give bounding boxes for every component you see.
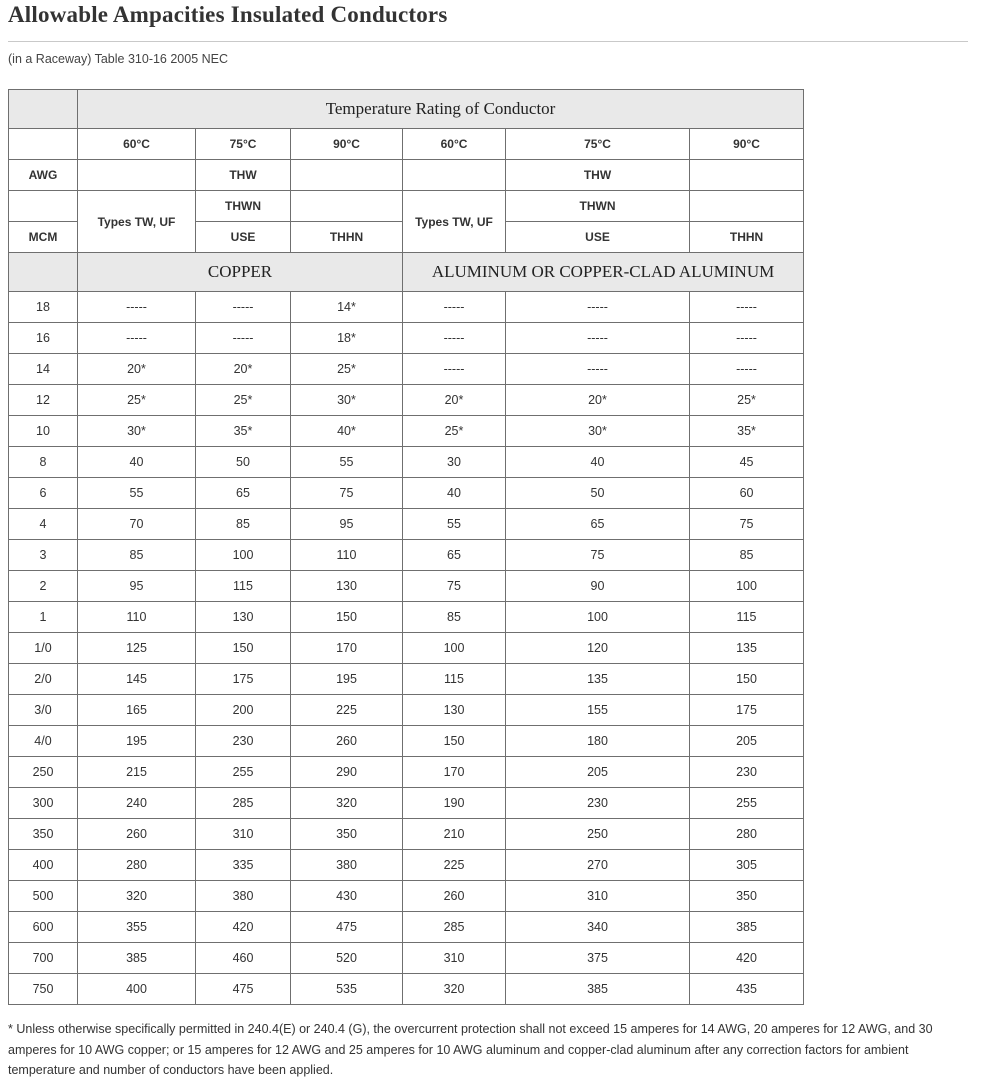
copper-60c-cell: 110 [78,602,196,633]
aluminum-90c-cell: 255 [690,788,804,819]
aluminum-60c-cell: 285 [403,912,506,943]
copper-90c-cell: 14* [291,292,403,323]
copper-90c-cell: 350 [291,819,403,850]
table-row [9,602,804,633]
aluminum-90c-cell: 420 [690,943,804,974]
temp-header-al-60: 60°C [403,129,506,160]
copper-60c-cell: 355 [78,912,196,943]
copper-90c-cell: 475 [291,912,403,943]
copper-60c-cell: 385 [78,943,196,974]
table-row [9,974,804,1005]
copper-90c-cell: 95 [291,509,403,540]
aluminum-60c-cell: ----- [403,323,506,354]
awg-label: AWG [9,160,78,191]
header-blank-cell [690,191,804,222]
aluminum-90c-cell: ----- [690,292,804,323]
copper-75c-cell: 255 [196,757,291,788]
awg-size-cell: 10 [9,416,78,447]
copper-90c-cell: 535 [291,974,403,1005]
aluminum-60c-cell: 320 [403,974,506,1005]
table-row [9,478,804,509]
type-use-aluminum: USE [506,222,690,253]
type-thw-aluminum: THW [506,160,690,191]
copper-60c-cell: 215 [78,757,196,788]
header-corner-cell [9,90,78,129]
awg-size-cell: 3 [9,540,78,571]
table-row [9,726,804,757]
header-blank-cell [403,160,506,191]
table-row [9,819,804,850]
copper-75c-cell: 475 [196,974,291,1005]
copper-90c-cell: 150 [291,602,403,633]
header-blank-cell [291,160,403,191]
aluminum-60c-cell: 150 [403,726,506,757]
aluminum-90c-cell: 205 [690,726,804,757]
aluminum-90c-cell: 115 [690,602,804,633]
awg-size-cell: 750 [9,974,78,1005]
awg-size-cell: 400 [9,850,78,881]
aluminum-90c-cell: 305 [690,850,804,881]
awg-size-cell: 16 [9,323,78,354]
awg-size-cell: 2 [9,571,78,602]
table-row [9,571,804,602]
aluminum-75c-cell: 270 [506,850,690,881]
table-row [9,509,804,540]
copper-75c-cell: 380 [196,881,291,912]
copper-75c-cell: 130 [196,602,291,633]
aluminum-60c-cell: 310 [403,943,506,974]
aluminum-60c-cell: 55 [403,509,506,540]
aluminum-75c-cell: 230 [506,788,690,819]
table-row [9,633,804,664]
title-divider [8,41,968,42]
copper-75c-cell: 115 [196,571,291,602]
copper-90c-cell: 225 [291,695,403,726]
copper-90c-cell: 520 [291,943,403,974]
table-row [9,447,804,478]
copper-75c-cell: 50 [196,447,291,478]
aluminum-60c-cell: 100 [403,633,506,664]
copper-60c-cell: 165 [78,695,196,726]
table-row [9,850,804,881]
copper-75c-cell: 35* [196,416,291,447]
aluminum-60c-cell: ----- [403,354,506,385]
type-thhn-copper: THHN [291,222,403,253]
aluminum-60c-cell: 130 [403,695,506,726]
aluminum-75c-cell: ----- [506,323,690,354]
temp-header-cu-75: 75°C [196,129,291,160]
copper-90c-cell: 55 [291,447,403,478]
copper-75c-cell: 285 [196,788,291,819]
copper-90c-cell: 195 [291,664,403,695]
header-blank-cell [78,160,196,191]
footnote: * Unless otherwise specifically permitted in 240.4(E) or 240.4 (G), the overcurrent protection shall not exceed 15 amperes for 14 AWG, 20 amperes for 12 AWG, and 30 amperes for 10 AWG copper; or 15 amperes for 12 AWG and 25 amperes for 10 AWG aluminum and copper-clad aluminum after any correction factors for ambient temperature and number of conductors have been applied. [8,1022,933,1077]
copper-75c-cell: 100 [196,540,291,571]
copper-60c-cell: 125 [78,633,196,664]
aluminum-60c-cell: 40 [403,478,506,509]
aluminum-90c-cell: 435 [690,974,804,1005]
copper-75c-cell: 25* [196,385,291,416]
copper-75c-cell: 20* [196,354,291,385]
header-blank-cell [291,191,403,222]
copper-90c-cell: 320 [291,788,403,819]
aluminum-60c-cell: 225 [403,850,506,881]
copper-60c-cell: 85 [78,540,196,571]
ampacity-table [8,89,804,1005]
aluminum-60c-cell: 210 [403,819,506,850]
copper-90c-cell: 430 [291,881,403,912]
aluminum-90c-cell: 350 [690,881,804,912]
copper-60c-cell: 55 [78,478,196,509]
awg-size-cell: 300 [9,788,78,819]
awg-size-cell: 500 [9,881,78,912]
aluminum-75c-cell: 310 [506,881,690,912]
copper-60c-cell: 400 [78,974,196,1005]
aluminum-60c-cell: 85 [403,602,506,633]
aluminum-90c-cell: ----- [690,323,804,354]
copper-75c-cell: 85 [196,509,291,540]
copper-75c-cell: 65 [196,478,291,509]
copper-90c-cell: 25* [291,354,403,385]
copper-header: COPPER [78,253,403,292]
copper-75c-cell: 175 [196,664,291,695]
table-row [9,416,804,447]
aluminum-60c-cell: 25* [403,416,506,447]
copper-75c-cell: 310 [196,819,291,850]
awg-size-cell: 350 [9,819,78,850]
awg-size-cell: 600 [9,912,78,943]
aluminum-60c-cell: 170 [403,757,506,788]
aluminum-75c-cell: 65 [506,509,690,540]
table-row [9,943,804,974]
copper-90c-cell: 110 [291,540,403,571]
awg-size-cell: 1 [9,602,78,633]
copper-60c-cell: 40 [78,447,196,478]
temp-header-al-75: 75°C [506,129,690,160]
header-blank-cell [690,160,804,191]
type-use-copper: USE [196,222,291,253]
types-tw-uf-copper: Types TW, UF [78,191,196,253]
copper-90c-cell: 30* [291,385,403,416]
table-row [9,695,804,726]
aluminum-75c-cell: 90 [506,571,690,602]
aluminum-90c-cell: 150 [690,664,804,695]
aluminum-90c-cell: 230 [690,757,804,788]
aluminum-75c-cell: 50 [506,478,690,509]
aluminum-90c-cell: 135 [690,633,804,664]
aluminum-60c-cell: 30 [403,447,506,478]
aluminum-75c-cell: 180 [506,726,690,757]
aluminum-75c-cell: 155 [506,695,690,726]
copper-60c-cell: 240 [78,788,196,819]
aluminum-75c-cell: ----- [506,292,690,323]
aluminum-90c-cell: 385 [690,912,804,943]
type-thwn-aluminum: THWN [506,191,690,222]
aluminum-90c-cell: 100 [690,571,804,602]
type-thhn-aluminum: THHN [690,222,804,253]
aluminum-60c-cell: 75 [403,571,506,602]
copper-60c-cell: 20* [78,354,196,385]
mcm-label: MCM [9,222,78,253]
temp-header-cu-60: 60°C [78,129,196,160]
copper-60c-cell: ----- [78,323,196,354]
aluminum-90c-cell: 60 [690,478,804,509]
aluminum-75c-cell: 205 [506,757,690,788]
header-blank-cell [9,129,78,160]
copper-90c-cell: 170 [291,633,403,664]
copper-75c-cell: 420 [196,912,291,943]
table-row [9,323,804,354]
aluminum-90c-cell: 25* [690,385,804,416]
aluminum-90c-cell: 45 [690,447,804,478]
copper-60c-cell: 70 [78,509,196,540]
aluminum-90c-cell: 85 [690,540,804,571]
aluminum-75c-cell: ----- [506,354,690,385]
copper-75c-cell: ----- [196,323,291,354]
table-row [9,385,804,416]
temperature-rating-header: Temperature Rating of Conductor [78,90,804,129]
copper-60c-cell: 195 [78,726,196,757]
copper-90c-cell: 260 [291,726,403,757]
types-tw-uf-aluminum: Types TW, UF [403,191,506,253]
copper-90c-cell: 18* [291,323,403,354]
aluminum-75c-cell: 20* [506,385,690,416]
aluminum-75c-cell: 40 [506,447,690,478]
header-blank-cell [9,191,78,222]
table-row [9,664,804,695]
awg-size-cell: 6 [9,478,78,509]
aluminum-75c-cell: 120 [506,633,690,664]
aluminum-60c-cell: 65 [403,540,506,571]
aluminum-90c-cell: 175 [690,695,804,726]
copper-90c-cell: 75 [291,478,403,509]
copper-75c-cell: 200 [196,695,291,726]
copper-75c-cell: 335 [196,850,291,881]
awg-size-cell: 18 [9,292,78,323]
aluminum-75c-cell: 340 [506,912,690,943]
copper-75c-cell: ----- [196,292,291,323]
temp-header-cu-90: 90°C [291,129,403,160]
copper-90c-cell: 130 [291,571,403,602]
copper-60c-cell: 25* [78,385,196,416]
table-row [9,788,804,819]
awg-size-cell: 1/0 [9,633,78,664]
copper-60c-cell: 30* [78,416,196,447]
temp-header-al-90: 90°C [690,129,804,160]
aluminum-75c-cell: 75 [506,540,690,571]
copper-75c-cell: 150 [196,633,291,664]
copper-60c-cell: 95 [78,571,196,602]
awg-size-cell: 700 [9,943,78,974]
aluminum-90c-cell: 280 [690,819,804,850]
aluminum-75c-cell: 135 [506,664,690,695]
awg-size-cell: 4/0 [9,726,78,757]
copper-60c-cell: 145 [78,664,196,695]
copper-60c-cell: 280 [78,850,196,881]
table-row [9,540,804,571]
type-thwn-copper: THWN [196,191,291,222]
metal-row-blank-cell [9,253,78,292]
aluminum-75c-cell: 100 [506,602,690,633]
aluminum-75c-cell: 30* [506,416,690,447]
aluminum-60c-cell: 260 [403,881,506,912]
awg-size-cell: 4 [9,509,78,540]
copper-75c-cell: 460 [196,943,291,974]
aluminum-75c-cell: 375 [506,943,690,974]
type-thw-copper: THW [196,160,291,191]
table-row [9,912,804,943]
copper-90c-cell: 380 [291,850,403,881]
aluminum-75c-cell: 385 [506,974,690,1005]
table-row [9,292,804,323]
aluminum-90c-cell: ----- [690,354,804,385]
table-subtitle: (in a Raceway) Table 310-16 2005 NEC [8,52,229,66]
table-row [9,354,804,385]
aluminum-75c-cell: 250 [506,819,690,850]
copper-75c-cell: 230 [196,726,291,757]
copper-90c-cell: 290 [291,757,403,788]
aluminum-90c-cell: 75 [690,509,804,540]
aluminum-90c-cell: 35* [690,416,804,447]
awg-size-cell: 14 [9,354,78,385]
aluminum-60c-cell: 190 [403,788,506,819]
aluminum-60c-cell: 20* [403,385,506,416]
awg-size-cell: 8 [9,447,78,478]
awg-size-cell: 3/0 [9,695,78,726]
copper-60c-cell: ----- [78,292,196,323]
aluminum-header: ALUMINUM OR COPPER-CLAD ALUMINUM [403,253,804,292]
table-row [9,881,804,912]
table-row [9,757,804,788]
copper-60c-cell: 320 [78,881,196,912]
awg-size-cell: 2/0 [9,664,78,695]
aluminum-60c-cell: ----- [403,292,506,323]
awg-size-cell: 12 [9,385,78,416]
awg-size-cell: 250 [9,757,78,788]
copper-60c-cell: 260 [78,819,196,850]
page-title: Allowable Ampacities Insulated Conductors [8,2,448,27]
aluminum-60c-cell: 115 [403,664,506,695]
copper-90c-cell: 40* [291,416,403,447]
